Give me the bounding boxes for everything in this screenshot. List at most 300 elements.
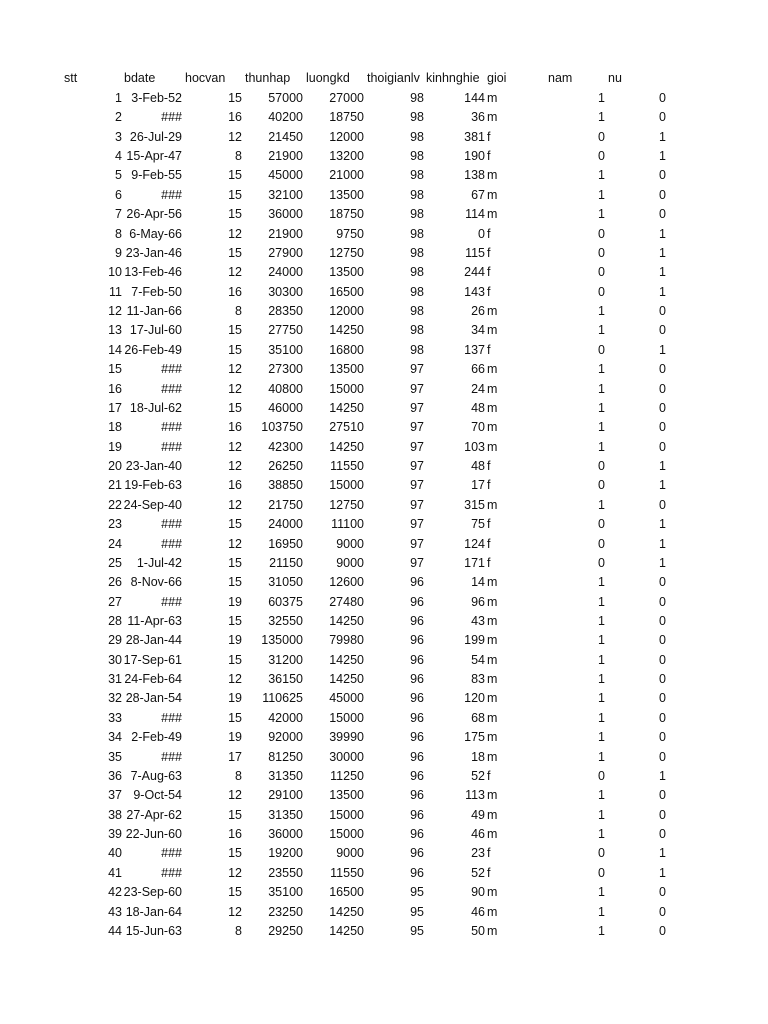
table-row <box>0 283 768 302</box>
cell-bdate: 28-Jan-44 <box>125 633 182 648</box>
cell-gioi: m <box>487 672 498 687</box>
cell-kinhnghiem: 244 <box>464 265 485 280</box>
cell-stt: 27 <box>108 594 122 609</box>
cell-bdate: 23-Jan-46 <box>125 245 182 260</box>
cell-nu: 0 <box>659 497 666 512</box>
cell-gioi: f <box>487 865 491 880</box>
cell-gioi: m <box>487 207 498 222</box>
cell-kinhnghiem: 137 <box>464 342 485 357</box>
cell-gioi: f <box>487 342 491 357</box>
cell-hocvan: 19 <box>228 691 242 706</box>
cell-luongkd: 13500 <box>329 187 364 202</box>
table-row <box>0 108 768 127</box>
cell-gioi: m <box>487 904 498 919</box>
cell-thunhap: 27300 <box>268 362 303 377</box>
table-row <box>0 457 768 476</box>
cell-thunhap: 21900 <box>268 226 303 241</box>
table-row <box>0 321 768 340</box>
table-row <box>0 844 768 863</box>
cell-kinhnghiem: 52 <box>471 768 485 783</box>
cell-bdate: 6-May-66 <box>129 226 182 241</box>
cell-bdate: ### <box>161 865 182 880</box>
cell-bdate: ### <box>161 536 182 551</box>
cell-luongkd: 16800 <box>329 342 364 357</box>
cell-bdate: 23-Jan-40 <box>125 459 182 474</box>
cell-thoigianlv: 98 <box>410 168 424 183</box>
cell-hocvan: 12 <box>228 129 242 144</box>
table-row <box>0 186 768 205</box>
cell-nu: 0 <box>659 904 666 919</box>
cell-kinhnghiem: 23 <box>471 846 485 861</box>
cell-nam: 1 <box>598 91 605 105</box>
table-row <box>0 903 768 922</box>
cell-bdate: 3-Feb-52 <box>131 91 182 105</box>
cell-kinhnghiem: 26 <box>471 304 485 319</box>
cell-nu: 0 <box>659 420 666 435</box>
cell-thoigianlv: 96 <box>410 846 424 861</box>
table-row <box>0 767 768 786</box>
cell-kinhnghiem: 49 <box>471 807 485 822</box>
cell-nu: 0 <box>659 730 666 745</box>
cell-hocvan: 12 <box>228 672 242 687</box>
cell-nu: 1 <box>659 846 666 861</box>
table-row <box>0 399 768 418</box>
cell-nu: 1 <box>659 768 666 783</box>
cell-nu: 0 <box>659 207 666 222</box>
table-row <box>0 341 768 360</box>
cell-gioi: m <box>487 613 498 628</box>
cell-luongkd: 13500 <box>329 362 364 377</box>
cell-kinhnghiem: 46 <box>471 827 485 842</box>
cell-luongkd: 15000 <box>329 807 364 822</box>
cell-nam: 1 <box>598 904 605 919</box>
cell-thoigianlv: 97 <box>410 478 424 493</box>
cell-stt: 43 <box>108 904 122 919</box>
cell-gioi: m <box>487 91 498 105</box>
cell-gioi: f <box>487 129 491 144</box>
header-stt: stt <box>64 71 78 85</box>
cell-hocvan: 12 <box>228 439 242 454</box>
cell-hocvan: 15 <box>228 168 242 183</box>
cell-thunhap: 135000 <box>261 633 303 648</box>
cell-thoigianlv: 95 <box>410 904 424 919</box>
cell-stt: 30 <box>108 652 122 667</box>
cell-luongkd: 11550 <box>330 459 364 474</box>
table-row <box>0 554 768 573</box>
cell-thunhap: 40800 <box>268 381 303 396</box>
cell-kinhnghiem: 143 <box>464 284 485 299</box>
cell-luongkd: 15000 <box>329 710 364 725</box>
cell-nam: 1 <box>598 381 605 396</box>
cell-nam: 0 <box>598 478 605 493</box>
cell-nam: 1 <box>598 807 605 822</box>
cell-luongkd: 39990 <box>329 730 364 745</box>
cell-nam: 0 <box>598 517 605 532</box>
cell-luongkd: 21000 <box>329 168 364 183</box>
cell-bdate: 18-Jan-64 <box>125 904 182 919</box>
cell-stt: 42 <box>108 885 122 900</box>
cell-kinhnghiem: 113 <box>465 788 485 803</box>
cell-thunhap: 23550 <box>268 865 303 880</box>
cell-hocvan: 8 <box>235 149 242 164</box>
cell-nu: 0 <box>659 187 666 202</box>
cell-thunhap: 23250 <box>268 904 303 919</box>
cell-luongkd: 12000 <box>329 304 364 319</box>
cell-thoigianlv: 98 <box>410 129 424 144</box>
cell-hocvan: 8 <box>235 304 242 319</box>
cell-thoigianlv: 97 <box>410 381 424 396</box>
table-row <box>0 89 768 108</box>
cell-thoigianlv: 96 <box>410 865 424 880</box>
cell-thoigianlv: 97 <box>410 420 424 435</box>
cell-nu: 0 <box>659 362 666 377</box>
cell-kinhnghiem: 46 <box>471 904 485 919</box>
cell-hocvan: 16 <box>228 284 242 299</box>
cell-gioi: m <box>487 168 498 183</box>
cell-nam: 0 <box>598 149 605 164</box>
table-row <box>0 612 768 631</box>
cell-thoigianlv: 97 <box>410 400 424 415</box>
table-row <box>0 593 768 612</box>
cell-bdate: ### <box>161 749 182 764</box>
cell-thoigianlv: 97 <box>410 459 424 474</box>
cell-bdate: 28-Jan-54 <box>125 691 182 706</box>
header-luongkd: luongkd <box>306 71 350 85</box>
cell-thoigianlv: 98 <box>410 265 424 280</box>
cell-stt: 10 <box>108 265 122 280</box>
cell-stt: 44 <box>108 923 122 938</box>
cell-stt: 8 <box>115 226 122 241</box>
cell-bdate: 7-Feb-50 <box>131 284 182 299</box>
cell-nu: 0 <box>659 691 666 706</box>
cell-hocvan: 12 <box>228 362 242 377</box>
cell-thunhap: 21750 <box>268 497 303 512</box>
cell-thunhap: 35100 <box>268 885 303 900</box>
cell-thunhap: 29250 <box>268 923 303 938</box>
cell-hocvan: 12 <box>228 226 242 241</box>
cell-thunhap: 103750 <box>261 420 303 435</box>
cell-thunhap: 31350 <box>268 768 303 783</box>
cell-stt: 19 <box>108 439 122 454</box>
table-row <box>0 786 768 805</box>
cell-luongkd: 11250 <box>330 768 364 783</box>
cell-hocvan: 15 <box>228 342 242 357</box>
cell-nu: 0 <box>659 381 666 396</box>
cell-nam: 0 <box>598 768 605 783</box>
cell-luongkd: 9000 <box>336 846 364 861</box>
cell-kinhnghiem: 199 <box>464 633 485 648</box>
cell-thunhap: 40200 <box>268 110 303 125</box>
cell-thoigianlv: 97 <box>410 517 424 532</box>
cell-nam: 1 <box>598 652 605 667</box>
cell-kinhnghiem: 54 <box>471 652 485 667</box>
cell-bdate: 7-Aug-63 <box>130 768 182 783</box>
cell-nam: 1 <box>598 323 605 338</box>
cell-nu: 0 <box>659 594 666 609</box>
cell-thoigianlv: 96 <box>410 613 424 628</box>
cell-nam: 1 <box>598 749 605 764</box>
cell-bdate: 17-Jul-60 <box>129 323 182 338</box>
cell-gioi: m <box>487 110 498 125</box>
cell-thunhap: 28350 <box>268 304 303 319</box>
cell-luongkd: 12750 <box>329 245 364 260</box>
cell-thoigianlv: 97 <box>410 497 424 512</box>
cell-luongkd: 15000 <box>329 478 364 493</box>
cell-bdate: ### <box>161 362 182 377</box>
cell-thoigianlv: 97 <box>410 439 424 454</box>
cell-hocvan: 15 <box>228 613 242 628</box>
header-nam: nam <box>548 71 573 85</box>
cell-hocvan: 16 <box>228 478 242 493</box>
cell-gioi: f <box>487 245 491 260</box>
cell-nam: 1 <box>598 400 605 415</box>
cell-kinhnghiem: 103 <box>464 439 485 454</box>
cell-thoigianlv: 95 <box>410 923 424 938</box>
cell-gioi: m <box>487 633 498 648</box>
cell-thunhap: 42300 <box>268 439 303 454</box>
table-row <box>0 825 768 844</box>
cell-bdate: 13-Feb-46 <box>124 265 182 280</box>
cell-gioi: m <box>487 652 498 667</box>
cell-gioi: m <box>487 594 498 609</box>
cell-nam: 1 <box>598 730 605 745</box>
cell-kinhnghiem: 175 <box>464 730 485 745</box>
cell-gioi: m <box>487 885 498 900</box>
cell-nam: 1 <box>598 633 605 648</box>
cell-gioi: f <box>487 265 491 280</box>
cell-stt: 38 <box>108 807 122 822</box>
table-row <box>0 418 768 437</box>
cell-stt: 6 <box>115 187 122 202</box>
cell-nu: 0 <box>659 439 666 454</box>
cell-bdate: ### <box>161 187 182 202</box>
cell-bdate: 26-Feb-49 <box>124 342 182 357</box>
cell-bdate: ### <box>161 439 182 454</box>
cell-hocvan: 12 <box>228 459 242 474</box>
cell-kinhnghiem: 0 <box>478 226 485 241</box>
cell-thoigianlv: 96 <box>410 807 424 822</box>
cell-hocvan: 15 <box>228 91 242 105</box>
cell-kinhnghiem: 96 <box>471 594 485 609</box>
cell-kinhnghiem: 115 <box>465 245 485 260</box>
cell-hocvan: 12 <box>228 497 242 512</box>
cell-bdate: 22-Jun-60 <box>125 827 182 842</box>
cell-nam: 0 <box>598 459 605 474</box>
cell-hocvan: 12 <box>228 536 242 551</box>
cell-nu: 0 <box>659 672 666 687</box>
cell-stt: 23 <box>108 517 122 532</box>
header-kinhnghiem: kinhnghie <box>426 71 480 85</box>
cell-nam: 1 <box>598 439 605 454</box>
cell-gioi: f <box>487 536 491 551</box>
cell-thunhap: 32100 <box>268 187 303 202</box>
cell-gioi: m <box>487 362 498 377</box>
cell-gioi: m <box>487 497 498 512</box>
cell-thunhap: 57000 <box>268 91 303 105</box>
cell-gioi: f <box>487 555 491 570</box>
cell-stt: 22 <box>108 497 122 512</box>
cell-kinhnghiem: 114 <box>465 207 485 222</box>
cell-gioi: f <box>487 768 491 783</box>
cell-nu: 0 <box>659 168 666 183</box>
cell-nu: 1 <box>659 342 666 357</box>
cell-nu: 0 <box>659 323 666 338</box>
cell-kinhnghiem: 171 <box>464 555 485 570</box>
cell-nam: 0 <box>598 865 605 880</box>
cell-bdate: ### <box>161 381 182 396</box>
cell-stt: 28 <box>108 613 122 628</box>
cell-nu: 1 <box>659 284 666 299</box>
table-row <box>0 670 768 689</box>
cell-bdate: 19-Feb-63 <box>124 478 182 493</box>
cell-luongkd: 14250 <box>329 400 364 415</box>
cell-thunhap: 16950 <box>268 536 303 551</box>
cell-hocvan: 15 <box>228 517 242 532</box>
cell-luongkd: 12750 <box>329 497 364 512</box>
cell-bdate: 26-Apr-56 <box>126 207 182 222</box>
cell-gioi: m <box>487 749 498 764</box>
cell-luongkd: 9000 <box>336 536 364 551</box>
cell-gioi: m <box>487 827 498 842</box>
cell-thoigianlv: 98 <box>410 110 424 125</box>
cell-thoigianlv: 97 <box>410 555 424 570</box>
cell-nam: 0 <box>598 555 605 570</box>
cell-thoigianlv: 98 <box>410 226 424 241</box>
table-row <box>0 225 768 244</box>
cell-thoigianlv: 96 <box>410 691 424 706</box>
cell-kinhnghiem: 24 <box>471 381 485 396</box>
cell-gioi: m <box>487 923 498 938</box>
cell-thunhap: 31350 <box>268 807 303 822</box>
cell-stt: 25 <box>108 555 122 570</box>
cell-nu: 0 <box>659 788 666 803</box>
cell-nu: 0 <box>659 400 666 415</box>
cell-hocvan: 17 <box>228 749 242 764</box>
cell-stt: 17 <box>108 400 122 415</box>
cell-nam: 0 <box>598 129 605 144</box>
table-row <box>0 535 768 554</box>
cell-gioi: f <box>487 284 491 299</box>
cell-thoigianlv: 96 <box>410 788 424 803</box>
table-row <box>0 883 768 902</box>
cell-hocvan: 19 <box>228 730 242 745</box>
table-row <box>0 205 768 224</box>
cell-stt: 15 <box>108 362 122 377</box>
cell-luongkd: 14250 <box>329 613 364 628</box>
cell-nam: 1 <box>598 672 605 687</box>
cell-stt: 35 <box>108 749 122 764</box>
cell-hocvan: 12 <box>228 265 242 280</box>
cell-nam: 0 <box>598 245 605 260</box>
cell-thoigianlv: 96 <box>410 575 424 590</box>
cell-hocvan: 15 <box>228 245 242 260</box>
cell-luongkd: 16500 <box>329 284 364 299</box>
cell-nam: 1 <box>598 575 605 590</box>
cell-thunhap: 45000 <box>268 168 303 183</box>
cell-luongkd: 18750 <box>329 110 364 125</box>
cell-luongkd: 9000 <box>336 555 364 570</box>
cell-thoigianlv: 98 <box>410 245 424 260</box>
cell-thunhap: 21900 <box>268 149 303 164</box>
cell-nu: 0 <box>659 807 666 822</box>
cell-hocvan: 15 <box>228 207 242 222</box>
cell-stt: 12 <box>108 304 122 319</box>
cell-hocvan: 8 <box>235 923 242 938</box>
cell-thunhap: 38850 <box>268 478 303 493</box>
cell-kinhnghiem: 315 <box>464 497 485 512</box>
cell-bdate: 8-Nov-66 <box>130 575 182 590</box>
table-row <box>0 476 768 495</box>
cell-kinhnghiem: 48 <box>471 459 485 474</box>
cell-thoigianlv: 95 <box>410 885 424 900</box>
cell-luongkd: 15000 <box>329 381 364 396</box>
cell-thoigianlv: 96 <box>410 652 424 667</box>
cell-luongkd: 27480 <box>329 594 364 609</box>
cell-bdate: 24-Sep-40 <box>123 497 182 512</box>
cell-stt: 32 <box>108 691 122 706</box>
cell-nam: 1 <box>598 187 605 202</box>
table-row <box>0 748 768 767</box>
cell-nu: 0 <box>659 633 666 648</box>
cell-thunhap: 21150 <box>269 555 303 570</box>
table-row <box>0 147 768 166</box>
cell-luongkd: 13500 <box>329 788 364 803</box>
cell-thunhap: 31200 <box>268 652 303 667</box>
cell-kinhnghiem: 83 <box>471 672 485 687</box>
cell-bdate: 24-Feb-64 <box>124 672 182 687</box>
cell-gioi: m <box>487 439 498 454</box>
cell-stt: 2 <box>115 110 122 125</box>
cell-stt: 20 <box>108 459 122 474</box>
table-row <box>0 515 768 534</box>
cell-nu: 1 <box>659 245 666 260</box>
cell-stt: 37 <box>108 788 122 803</box>
cell-nu: 0 <box>659 710 666 725</box>
cell-thoigianlv: 98 <box>410 187 424 202</box>
cell-thoigianlv: 98 <box>410 342 424 357</box>
cell-luongkd: 15000 <box>329 827 364 842</box>
table-row <box>0 806 768 825</box>
cell-thunhap: 32550 <box>268 613 303 628</box>
cell-kinhnghiem: 138 <box>464 168 485 183</box>
cell-hocvan: 15 <box>228 400 242 415</box>
cell-thunhap: 36000 <box>268 207 303 222</box>
cell-nu: 0 <box>659 304 666 319</box>
cell-luongkd: 14250 <box>329 439 364 454</box>
cell-kinhnghiem: 124 <box>464 536 485 551</box>
cell-nu: 0 <box>659 652 666 667</box>
cell-hocvan: 12 <box>228 865 242 880</box>
cell-thoigianlv: 97 <box>410 362 424 377</box>
table-row <box>0 864 768 883</box>
header-gioi: gioi <box>487 71 507 85</box>
cell-stt: 9 <box>115 245 122 260</box>
cell-luongkd: 11100 <box>331 517 364 532</box>
cell-luongkd: 13200 <box>329 149 364 164</box>
cell-stt: 18 <box>108 420 122 435</box>
table-row <box>0 128 768 147</box>
cell-hocvan: 15 <box>228 323 242 338</box>
cell-bdate: 15-Jun-63 <box>125 923 182 938</box>
cell-nam: 0 <box>598 265 605 280</box>
cell-nam: 1 <box>598 691 605 706</box>
cell-kinhnghiem: 75 <box>471 517 485 532</box>
cell-stt: 33 <box>108 710 122 725</box>
cell-thoigianlv: 98 <box>410 91 424 105</box>
header-row <box>0 69 768 88</box>
cell-thunhap: 92000 <box>268 730 303 745</box>
cell-thunhap: 110625 <box>262 691 303 706</box>
